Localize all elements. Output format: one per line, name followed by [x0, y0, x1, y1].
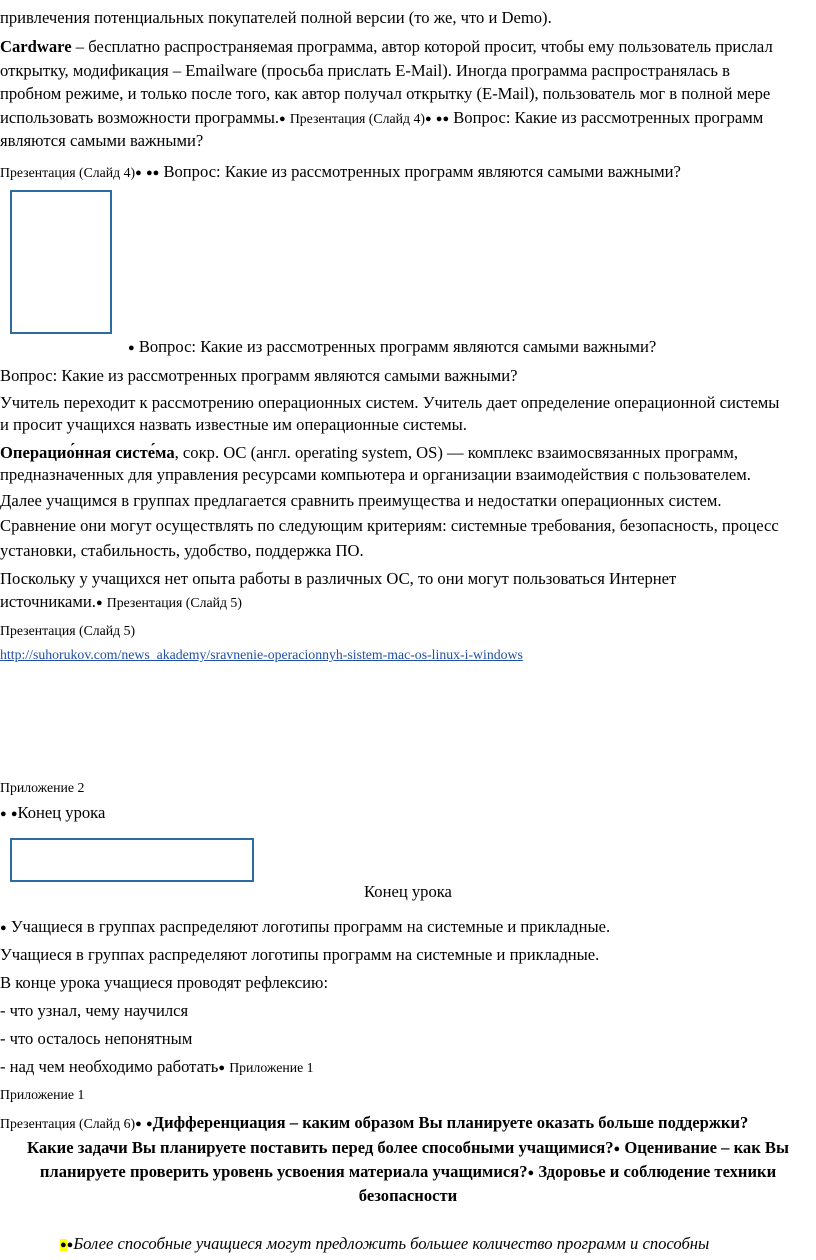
- text-line: Конец урока: [364, 882, 452, 901]
- text-line: - что узнал, чему научился: [0, 1001, 189, 1020]
- text-line: привлечения потенциальных покупателей полной версии (то же, что и Demo).: [0, 8, 552, 27]
- text-line: открытку, модификация – Emailware (просьба прислать E-Mail). Иногда программа распространялась в: [0, 61, 730, 80]
- text-line: - над чем необходимо работать● Приложение 1: [0, 1057, 314, 1076]
- bullet-icon: ●: [66, 1239, 74, 1251]
- bullet-icon: ●: [145, 167, 153, 179]
- bullet-icon: ●: [0, 808, 7, 820]
- term-os: Операцио́нная систе́ма: [0, 443, 175, 462]
- term-cardware: Cardware: [0, 37, 72, 56]
- text-line: Сравнение они могут осуществлять по следующим критериям: системные требования, безопасность, процесс: [0, 516, 779, 535]
- bullet-icon: ●: [218, 1062, 226, 1074]
- bullet-icon: ●: [152, 167, 160, 179]
- text-line: ● ●Конец урока: [0, 803, 106, 822]
- text-line: Презентация (Слайд 4)● ●● Вопрос: Какие из рассмотренных программ являются самыми важными?: [0, 162, 681, 181]
- text-line: Приложение 1: [0, 1087, 85, 1102]
- bullet-icon: ●: [279, 113, 286, 125]
- text-line: [0, 645, 816, 665]
- text-line: ● Учащиеся в группах распределяют логотипы программ на системные и прикладные.: [0, 917, 611, 936]
- bullet-icon: ●: [10, 808, 18, 820]
- reference-link[interactable]: http://suhorukov.com/news_akademy/sravnenie-operacionnyh-sistem-mac-os-linux-i-windows: [0, 647, 523, 662]
- text-line: - что осталось непонятным: [0, 1029, 193, 1048]
- text-line: Cardware – бесплатно распространяемая программа, автор которой просит, чтобы ему пользователь прислал: [0, 37, 773, 56]
- text-line: безопасности: [358, 1186, 458, 1205]
- text-line: планируете проверить уровень усвоения материала учащимися?● Здоровье и соблюдение техники: [39, 1162, 777, 1181]
- bullet-icon: ●: [135, 167, 142, 179]
- text-line: В конце урока учащиеся проводят рефлексию:: [0, 973, 329, 992]
- text-line: установки, стабильность, удобство, поддержка ПО.: [0, 541, 364, 560]
- text-line: Вопрос: Какие из рассмотренных программ являются самыми важными?: [0, 366, 518, 385]
- text-line: и просит учащихся назвать известные им операционные системы.: [0, 415, 467, 434]
- text-line: ●●Более способные учащиеся могут предложить большее количество программ и способны: [60, 1234, 710, 1253]
- bullet-icon: ●: [435, 113, 443, 125]
- slide-placeholder: [10, 190, 112, 334]
- text-line: являются самыми важными?: [0, 131, 204, 150]
- text-line: предназначенных для управления ресурсами компьютера и организации взаимодействия с пользователем.: [0, 465, 751, 484]
- text-line: Операцио́нная систе́ма, сокр. ОС (англ. operating system, OS) — комплекс взаимосвязанных программ,: [0, 443, 739, 462]
- bullet-icon: ●: [613, 1143, 621, 1155]
- text-line: Далее учащимся в группах предлагается сравнить преимущества и недостатки операционных систем.: [0, 491, 722, 510]
- bullet-icon: ●: [145, 1118, 153, 1130]
- text-line: Приложение 2: [0, 780, 85, 795]
- text-line: Поскольку у учащихся нет опыта работы в различных ОС, то они могут пользоваться Интернет: [0, 569, 677, 588]
- bullet-icon: ●: [128, 342, 135, 354]
- text-line: ● Вопрос: Какие из рассмотренных программ являются самыми важными?: [128, 337, 657, 356]
- text-line: Презентация (Слайд 6)● ●Дифференциация – каким образом Вы планируете оказать больше поддержки?: [0, 1113, 749, 1132]
- bullet-icon: ●: [442, 113, 450, 125]
- text-line: пробном режиме, и только после того, как автор получал открытку (E-Mail), пользователь мог в полной мере: [0, 84, 771, 103]
- text-line: использовать возможности программы.● Презентация (Слайд 4)● ●● Вопрос: Какие из рассмотренных программ: [0, 108, 764, 127]
- text-line: Учащиеся в группах распределяют логотипы программ на системные и прикладные.: [0, 945, 600, 964]
- bullet-icon: ●: [95, 597, 103, 609]
- bullet-icon: ●: [527, 1167, 535, 1179]
- bullet-icon: ●: [0, 922, 7, 934]
- bullet-icon: ●: [424, 113, 432, 125]
- slide-placeholder: [10, 838, 254, 882]
- text-line: Презентация (Слайд 5): [0, 623, 136, 638]
- bullet-icon: ●: [135, 1118, 142, 1130]
- text-line: источниками.● Презентация (Слайд 5): [0, 592, 242, 611]
- text-line: Какие задачи Вы планируете поставить перед более способными учащимися?● Оценивание – как Вы: [27, 1138, 789, 1157]
- bullet-icon: ●: [60, 1239, 67, 1251]
- text-line: Учитель переходит к рассмотрению операционных систем. Учитель дает определение операционной системы: [0, 393, 780, 412]
